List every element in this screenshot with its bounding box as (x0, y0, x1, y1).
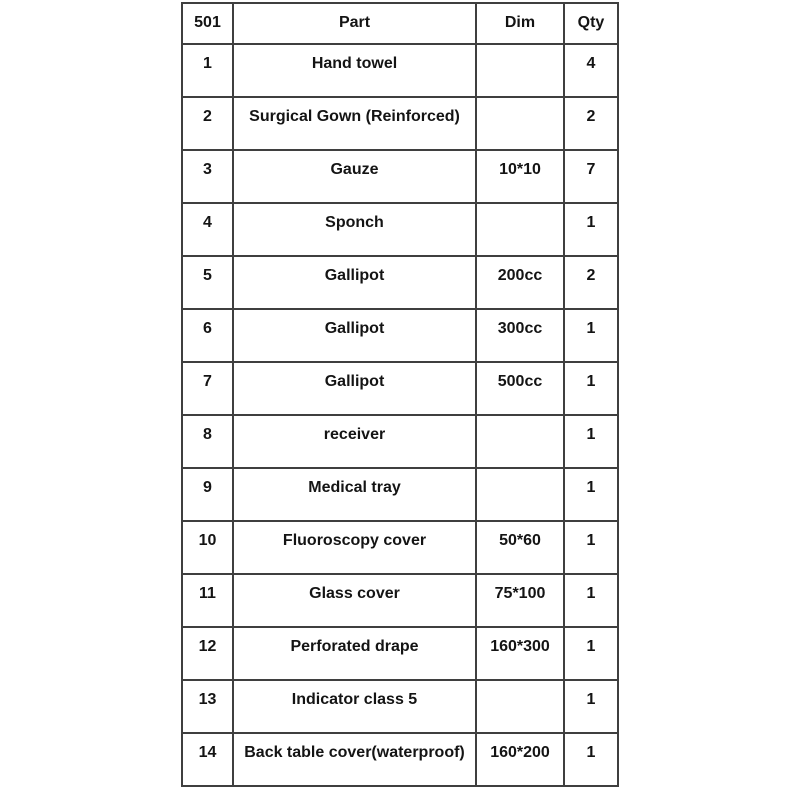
cell-part: Surgical Gown (Reinforced) (233, 97, 476, 150)
cell-qty: 1 (564, 521, 618, 574)
cell-part: Perforated drape (233, 627, 476, 680)
column-header-qty: Qty (564, 3, 618, 44)
cell-qty: 2 (564, 97, 618, 150)
cell-part: Gallipot (233, 256, 476, 309)
cell-part: Gauze (233, 150, 476, 203)
cell-part: Hand towel (233, 44, 476, 97)
cell-dim (476, 203, 564, 256)
column-header-part: Part (233, 3, 476, 44)
cell-dim: 160*300 (476, 627, 564, 680)
cell-dim: 160*200 (476, 733, 564, 786)
cell-part: receiver (233, 415, 476, 468)
cell-qty: 4 (564, 44, 618, 97)
cell-qty: 2 (564, 256, 618, 309)
cell-part: Back table cover(waterproof) (233, 733, 476, 786)
cell-qty: 1 (564, 415, 618, 468)
cell-dim: 75*100 (476, 574, 564, 627)
cell-no: 6 (182, 309, 233, 362)
cell-dim (476, 97, 564, 150)
table-row (182, 680, 618, 733)
cell-no: 8 (182, 415, 233, 468)
cell-part: Sponch (233, 203, 476, 256)
cell-qty: 7 (564, 150, 618, 203)
cell-dim: 50*60 (476, 521, 564, 574)
table-row (182, 468, 618, 521)
cell-no: 9 (182, 468, 233, 521)
cell-no: 5 (182, 256, 233, 309)
cell-no: 13 (182, 680, 233, 733)
table-body (182, 44, 618, 786)
cell-dim (476, 415, 564, 468)
cell-qty: 1 (564, 468, 618, 521)
table-row (182, 415, 618, 468)
table-row (182, 256, 618, 309)
table-row (182, 733, 618, 786)
cell-part: Gallipot (233, 309, 476, 362)
cell-dim: 300cc (476, 309, 564, 362)
cell-dim: 200cc (476, 256, 564, 309)
header-row (182, 3, 618, 44)
cell-qty: 1 (564, 203, 618, 256)
cell-no: 3 (182, 150, 233, 203)
cell-no: 2 (182, 97, 233, 150)
table-row (182, 44, 618, 97)
cell-part: Medical tray (233, 468, 476, 521)
cell-no: 12 (182, 627, 233, 680)
cell-qty: 1 (564, 680, 618, 733)
parts-table (181, 2, 619, 787)
cell-dim: 10*10 (476, 150, 564, 203)
table-row (182, 521, 618, 574)
table-row (182, 574, 618, 627)
cell-qty: 1 (564, 627, 618, 680)
cell-qty: 1 (564, 574, 618, 627)
cell-no: 14 (182, 733, 233, 786)
table-row (182, 309, 618, 362)
table-row (182, 97, 618, 150)
cell-qty: 1 (564, 309, 618, 362)
table-row (182, 362, 618, 415)
cell-no: 10 (182, 521, 233, 574)
cell-no: 7 (182, 362, 233, 415)
cell-qty: 1 (564, 362, 618, 415)
column-header-code: 501 (182, 3, 233, 44)
table-row (182, 627, 618, 680)
cell-dim: 500cc (476, 362, 564, 415)
cell-dim (476, 44, 564, 97)
cell-no: 1 (182, 44, 233, 97)
cell-no: 11 (182, 574, 233, 627)
cell-part: Glass cover (233, 574, 476, 627)
cell-part: Indicator class 5 (233, 680, 476, 733)
table-row (182, 150, 618, 203)
cell-qty: 1 (564, 733, 618, 786)
cell-part: Fluoroscopy cover (233, 521, 476, 574)
column-header-dim: Dim (476, 3, 564, 44)
cell-dim (476, 680, 564, 733)
table-row (182, 203, 618, 256)
cell-no: 4 (182, 203, 233, 256)
cell-dim (476, 468, 564, 521)
cell-part: Gallipot (233, 362, 476, 415)
